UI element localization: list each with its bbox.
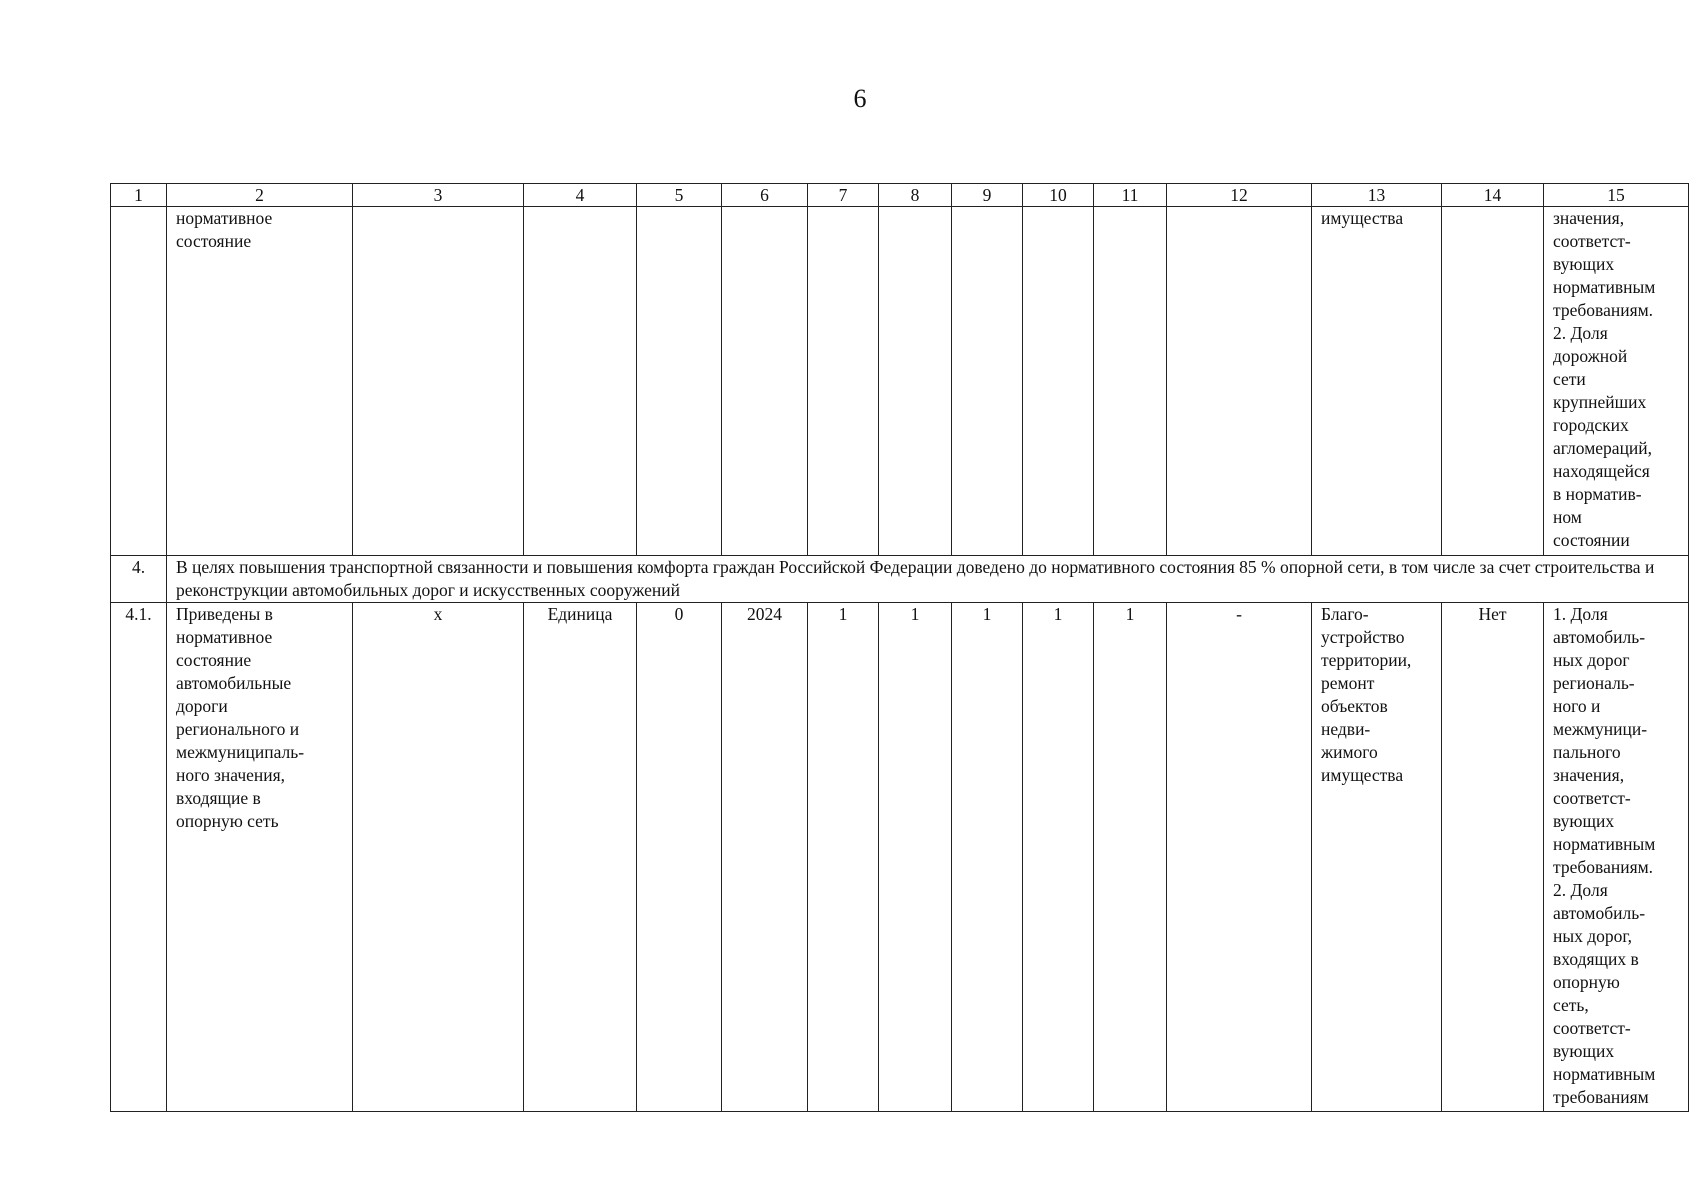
- item-col7: 1: [808, 603, 879, 1112]
- table-cell: [1023, 207, 1094, 556]
- table-cell: [1094, 207, 1167, 556]
- item-col14: Нет: [1442, 603, 1544, 1112]
- header-cell: 3: [353, 184, 524, 207]
- linked-indicators-continued: значения, соответст- вующих нормативным требованиям. 2. Доля дорожной сети крупнейших городских агломераций, находящейся в норматив- ном состоянии: [1553, 208, 1656, 550]
- table-cell: [1167, 207, 1312, 556]
- header-cell: 9: [952, 184, 1023, 207]
- item-col10: 1: [1023, 603, 1094, 1112]
- continuation-row: [111, 207, 1689, 556]
- table-cell: [952, 207, 1023, 556]
- item-col8: 1: [879, 603, 952, 1112]
- header-cell: 6: [722, 184, 808, 207]
- page-number: 6: [853, 84, 867, 113]
- item-col12: -: [1167, 603, 1312, 1112]
- header-cell: 2: [167, 184, 353, 207]
- header-row: [111, 184, 1689, 207]
- table-cell: [1544, 207, 1689, 556]
- activity-continued: имущества: [1321, 208, 1404, 228]
- table-cell: [353, 207, 524, 556]
- table-cell: [1544, 603, 1689, 1112]
- table-cell: [879, 207, 952, 556]
- table-cell: [1312, 603, 1442, 1112]
- header-cell: 15: [1544, 184, 1689, 207]
- header-cell: 8: [879, 184, 952, 207]
- section-number: 4.: [111, 556, 167, 603]
- item-row: [111, 603, 1689, 1112]
- item-col3: х: [353, 603, 524, 1112]
- table-cell: [167, 603, 353, 1112]
- table-cell: [637, 207, 722, 556]
- header-cell: 4: [524, 184, 637, 207]
- item-col11: 1: [1094, 603, 1167, 1112]
- indicators-table: [110, 183, 1689, 1112]
- header-cell: 14: [1442, 184, 1544, 207]
- header-cell: 5: [637, 184, 722, 207]
- item-activity: Благо- устройство территории, ремонт объектов недви- жимого имущества: [1321, 604, 1412, 785]
- item-linked-indicators: 1. Доля автомобиль- ных дорог региональ- ного и межмуници- пального значения, соответст- вующих нормативным требованиям. 2. Доля автомобиль- ных дорог, входящих в опорную сеть, соответст- вующих нормативным требованиям: [1553, 604, 1656, 1107]
- table-cell: [524, 207, 637, 556]
- table-cell: [722, 207, 808, 556]
- section-row: [111, 556, 1689, 603]
- item-col5: 0: [637, 603, 722, 1112]
- header-cell: 13: [1312, 184, 1442, 207]
- table-cell: [1312, 207, 1442, 556]
- table-cell: [808, 207, 879, 556]
- indicator-name-continued: нормативное состояние: [176, 208, 273, 251]
- item-unit: Единица: [524, 603, 637, 1112]
- section-title: В целях повышения транспортной связанности и повышения комфорта граждан Российской Федерации доведено до нормативного состояния 85 % опорной сети, в том числе за счет строительства и реконструкции автомобильных дорог и искусственных сооружений: [167, 556, 1689, 603]
- item-number: 4.1.: [111, 603, 167, 1112]
- header-cell: 12: [1167, 184, 1312, 207]
- header-cell: 7: [808, 184, 879, 207]
- item-col9: 1: [952, 603, 1023, 1112]
- item-col6: 2024: [722, 603, 808, 1112]
- table-cell: [111, 207, 167, 556]
- table-cell: [1442, 207, 1544, 556]
- header-cell: 10: [1023, 184, 1094, 207]
- item-name: Приведены в нормативное состояние автомобильные дороги регионального и межмуниципаль- ного значения, входящие в опорную сеть: [176, 604, 305, 831]
- header-cell: 11: [1094, 184, 1167, 207]
- table-cell: [167, 207, 353, 556]
- header-cell: 1: [111, 184, 167, 207]
